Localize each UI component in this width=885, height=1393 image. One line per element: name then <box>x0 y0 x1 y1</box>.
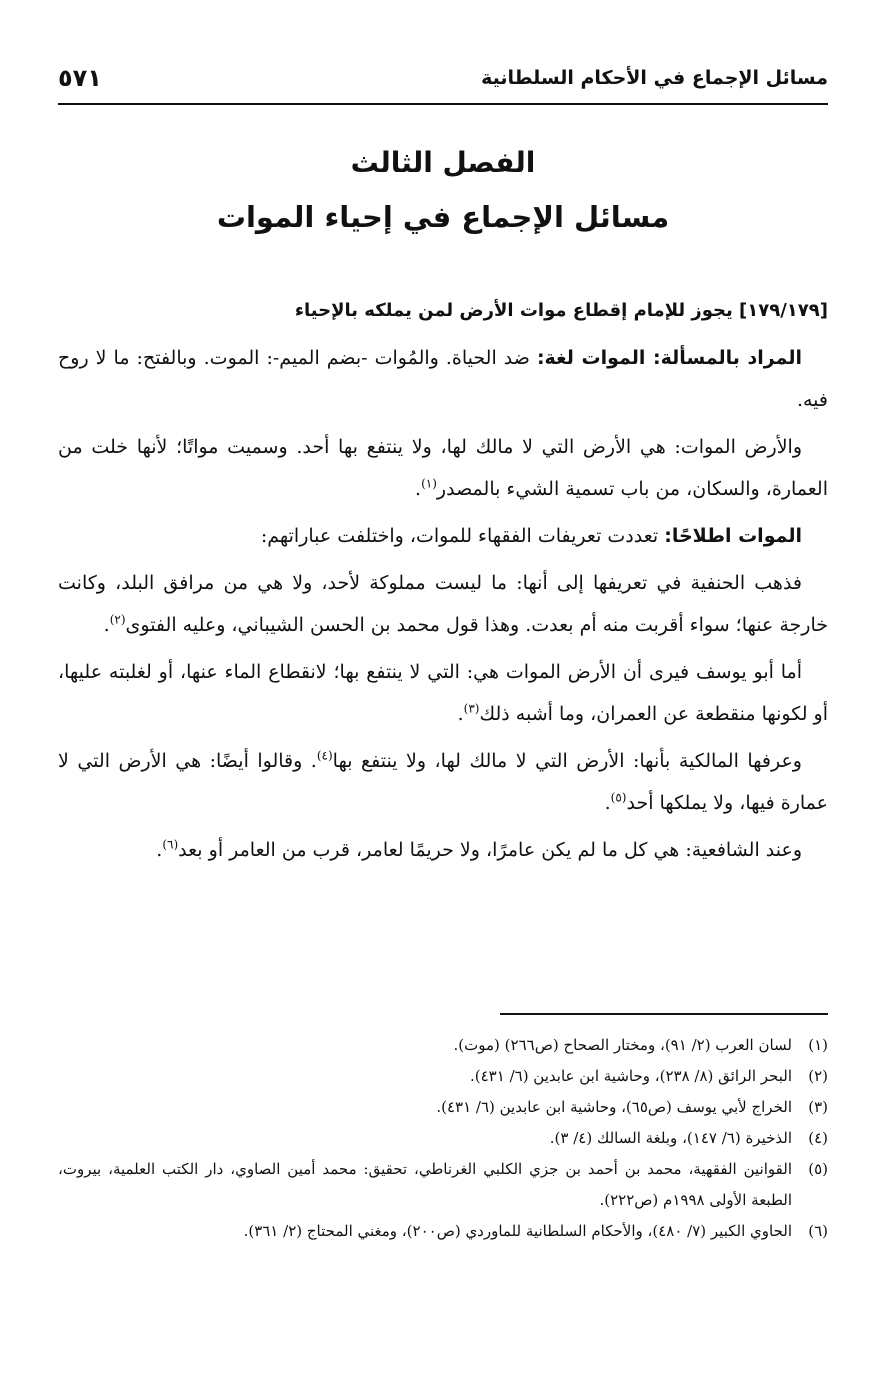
chapter-title: الفصل الثالث <box>350 146 536 179</box>
footnote-number: (٣) <box>808 1098 828 1116</box>
period: . <box>415 478 422 500</box>
running-title: مسائل الإجماع في الأحكام السلطانية <box>481 67 828 89</box>
footnote-number: (٦) <box>808 1222 828 1240</box>
footnote-text: لسان العرب (٢/ ٩١)، ومختار الصحاح (ص٢٦٦) (موت). <box>453 1036 792 1054</box>
paragraph-label: المراد بالمسألة: الموات لغة: <box>536 347 803 369</box>
footnote-text: الخراج لأبي يوسف (ص٦٥)، وحاشية ابن عابدين (٦/ ٤٣١). <box>436 1098 792 1116</box>
footnotes <box>58 1030 828 1247</box>
footnote-text: الذخيرة (٦/ ١٤٧)، وبلغة السالك (٤/ ٣). <box>549 1129 792 1147</box>
period: . <box>457 703 464 725</box>
paragraph-maliki <box>58 740 828 824</box>
page-number: ٥٧١ <box>58 64 102 92</box>
period: . <box>103 614 110 636</box>
paragraph-definition-linguistic <box>58 337 828 421</box>
paragraph-text: وعرفها المالكية بأنها: الأرض التي لا مالك لها، ولا ينتفع بها <box>332 750 802 772</box>
issue-heading: [١٧٩/١٧٩] يجوز للإمام إقطاع موات الأرض لمن يملكه بالإحياء <box>294 300 828 321</box>
footnote-number: (٤) <box>808 1129 828 1147</box>
footnote-number: (٢) <box>808 1067 828 1085</box>
paragraph-hanafi <box>58 562 828 646</box>
period: . <box>604 792 611 814</box>
paragraph-shafii <box>58 829 828 871</box>
footnote <box>58 1123 828 1154</box>
footnote-ref: (٦) <box>162 837 179 852</box>
body-text <box>58 290 828 876</box>
footnote-ref: (٤) <box>316 748 333 763</box>
footnote-separator <box>500 1013 828 1015</box>
paragraph-text: ضد الحياة. والمُوات -بضم الميم-: الموت. وبالفتح: ما لا روح فيه. <box>58 347 828 411</box>
header-rule <box>58 103 828 105</box>
footnote <box>58 1154 828 1216</box>
paragraph-text: والأرض الموات: هي الأرض التي لا مالك لها، ولا ينتفع بها أحد. وسميت مواتًا؛ لأنها خلت من العمارة، والسكان، من باب تسمية الشيء بالمصدر <box>58 436 828 500</box>
footnote-number: (١) <box>808 1036 828 1054</box>
footnote-ref: (٢) <box>109 612 126 627</box>
footnote-number: (٥) <box>808 1160 828 1178</box>
paragraph-abu-yusuf <box>58 651 828 735</box>
paragraph-definition-technical <box>58 515 828 557</box>
footnote <box>58 1216 828 1247</box>
section-title: مسائل الإجماع في إحياء الموات <box>216 200 670 234</box>
footnote-ref: (١) <box>421 476 437 491</box>
paragraph-text: أما أبو يوسف فيرى أن الأرض الموات هي: التي لا ينتفع بها؛ لانقطاع الماء عنها، أو لغلبته عليها، أو لكونها منقطعة عن العمران، وما أشبه ذلك <box>58 661 828 725</box>
footnote-text: الحاوي الكبير (٧/ ٤٨٠)، والأحكام السلطانية للماوردي (ص٢٠٠)، ومغني المحتاج (٢/ ٣٦١). <box>243 1222 792 1240</box>
paragraph-text: تعددت تعريفات الفقهاء للموات، واختلفت عباراتهم: <box>260 525 665 547</box>
footnote-ref: (٥) <box>610 790 627 805</box>
footnote <box>58 1030 828 1061</box>
footnote <box>58 1092 828 1123</box>
paragraph-label: الموات اطلاحًا: <box>664 525 802 547</box>
paragraph-text: فذهب الحنفية في تعريفها إلى أنها: ما ليست مملوكة لأحد، ولا هي من مرافق البلد، وكانت خارجة عنها؛ سواء أقربت منه أم بعدت. وهذا قول محمد بن الحسن الشيباني، وعليه الفتوى <box>58 572 828 636</box>
paragraph-text: وعند الشافعية: هي كل ما لم يكن عامرًا، ولا حريمًا لعامر، قرب من العامر أو بعد <box>178 839 802 861</box>
paragraph-text: . وقالوا أيضًا: هي الأرض التي لا عمارة فيها، ولا يملكها أحد <box>58 750 828 814</box>
period: . <box>156 839 163 861</box>
footnote-text: القوانين الفقهية، محمد بن أحمد بن جزي الكلبي الغرناطي، تحقيق: محمد أمين الصاوي، دار الكتب العلمية، بيروت، الطبعة الأولى ١٩٩٨م (ص٢٢٢). <box>58 1160 792 1209</box>
footnote-text: البحر الرائق (٨/ ٢٣٨)، وحاشية ابن عابدين (٦/ ٤٣١). <box>470 1067 792 1085</box>
footnote <box>58 1061 828 1092</box>
page-header <box>58 58 828 98</box>
paragraph-dead-land <box>58 426 828 510</box>
footnote-ref: (٣) <box>463 701 480 716</box>
